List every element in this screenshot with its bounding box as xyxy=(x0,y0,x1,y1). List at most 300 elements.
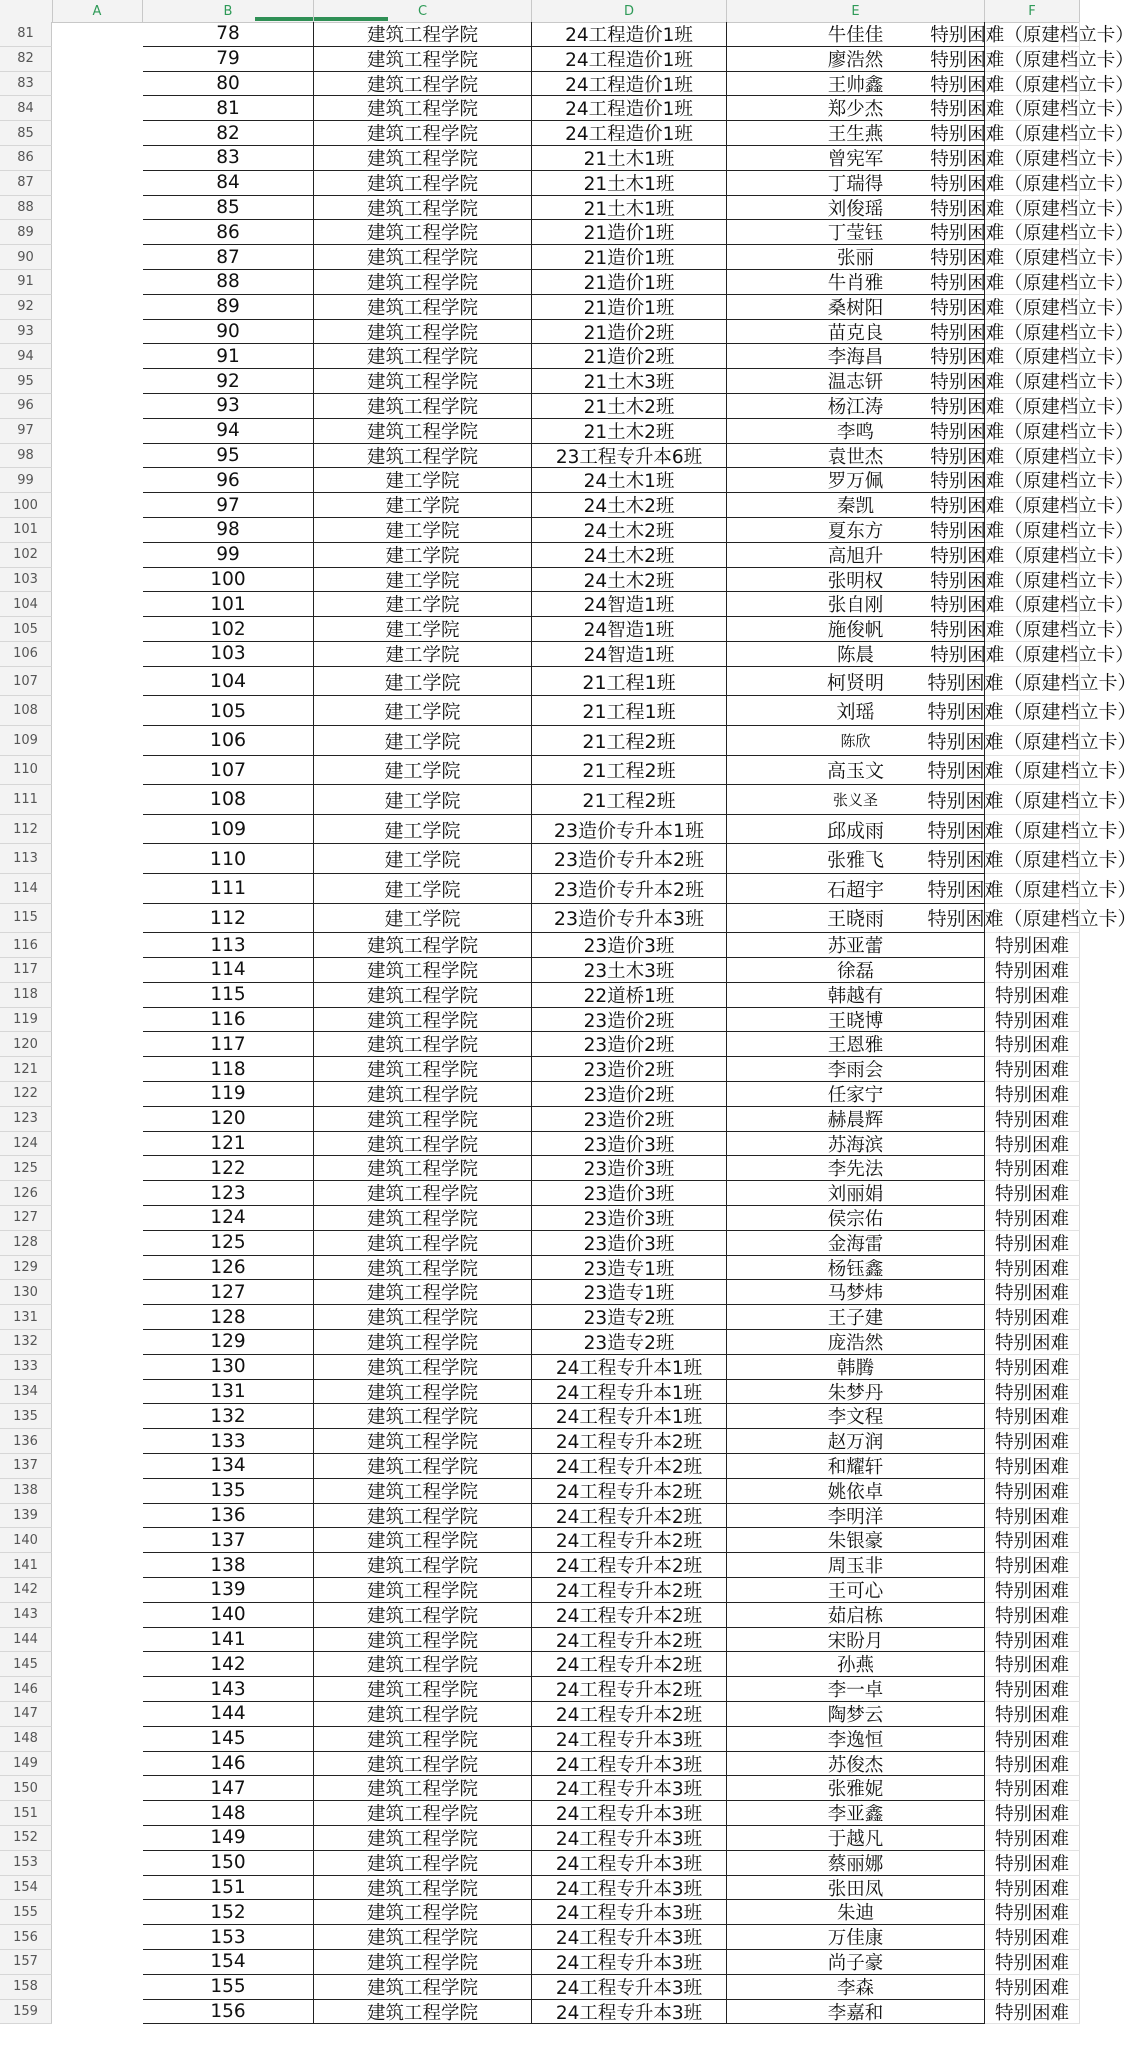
name-cell[interactable]: 李先法 xyxy=(727,1156,985,1181)
row-number[interactable]: 82 xyxy=(0,47,52,72)
seq-cell[interactable]: 154 xyxy=(143,1950,314,1975)
empty-cell-f[interactable] xyxy=(985,1132,1080,1157)
difficulty-cell[interactable]: 特别困难（原建档立卡） xyxy=(985,47,1080,72)
empty-cell-f[interactable] xyxy=(985,1280,1080,1305)
name-cell[interactable]: 姚依卓 xyxy=(727,1479,985,1504)
college-cell[interactable]: 建筑工程学院 xyxy=(314,22,532,47)
name-cell[interactable]: 桑树阳 xyxy=(727,295,985,320)
difficulty-cell[interactable]: 特别困难（原建档立卡） xyxy=(985,146,1080,171)
row-number[interactable]: 128 xyxy=(0,1231,52,1256)
seq-cell[interactable]: 109 xyxy=(143,815,314,845)
difficulty-cell[interactable]: 特别困难 xyxy=(985,1032,1080,1057)
column-header-a[interactable]: A xyxy=(52,0,143,22)
empty-cell-f[interactable] xyxy=(985,1603,1080,1628)
name-cell[interactable]: 张雅飞 xyxy=(727,844,985,874)
name-cell[interactable]: 李文程 xyxy=(727,1404,985,1429)
empty-cell-f[interactable] xyxy=(985,1628,1080,1653)
row-number[interactable]: 121 xyxy=(0,1057,52,1082)
row-number[interactable]: 127 xyxy=(0,1206,52,1231)
class-cell[interactable]: 21土木1班 xyxy=(532,196,727,221)
empty-cell-f[interactable] xyxy=(985,904,1080,934)
name-cell[interactable]: 陈欣 xyxy=(727,726,985,756)
name-cell[interactable]: 张自刚 xyxy=(727,592,985,617)
column-header-f[interactable]: F xyxy=(985,0,1080,22)
difficulty-cell[interactable]: 特别困难 xyxy=(985,1107,1080,1132)
college-cell[interactable]: 建筑工程学院 xyxy=(314,1305,532,1330)
college-cell[interactable]: 建筑工程学院 xyxy=(314,1231,532,1256)
name-cell[interactable]: 牛佳佳 xyxy=(727,22,985,47)
seq-cell[interactable]: 95 xyxy=(143,444,314,469)
row-number[interactable]: 115 xyxy=(0,904,52,934)
college-cell[interactable]: 建筑工程学院 xyxy=(314,1950,532,1975)
college-cell[interactable]: 建筑工程学院 xyxy=(314,146,532,171)
class-cell[interactable]: 24工程专升本2班 xyxy=(532,1702,727,1727)
difficulty-cell[interactable]: 特别困难（原建档立卡） xyxy=(985,468,1080,493)
row-number[interactable]: 110 xyxy=(0,756,52,786)
difficulty-cell[interactable]: 特别困难 xyxy=(985,1231,1080,1256)
college-cell[interactable]: 建筑工程学院 xyxy=(314,72,532,97)
row-number[interactable]: 147 xyxy=(0,1702,52,1727)
name-cell[interactable]: 丁莹钰 xyxy=(727,220,985,245)
difficulty-cell[interactable]: 特别困难（原建档立卡） xyxy=(985,72,1080,97)
difficulty-cell[interactable]: 特别困难 xyxy=(985,1380,1080,1405)
name-cell[interactable]: 陈晨 xyxy=(727,642,985,667)
difficulty-cell[interactable]: 特别困难 xyxy=(985,1776,1080,1801)
row-number[interactable]: 119 xyxy=(0,1008,52,1033)
class-cell[interactable]: 24工程专升本2班 xyxy=(532,1677,727,1702)
class-cell[interactable]: 24智造1班 xyxy=(532,642,727,667)
name-cell[interactable]: 袁世杰 xyxy=(727,444,985,469)
empty-cell-f[interactable] xyxy=(985,1677,1080,1702)
empty-cell-f[interactable] xyxy=(985,874,1080,904)
class-cell[interactable]: 24工程专升本3班 xyxy=(532,1826,727,1851)
row-number[interactable]: 130 xyxy=(0,1280,52,1305)
college-cell[interactable]: 建筑工程学院 xyxy=(314,1925,532,1950)
class-cell[interactable]: 23造价3班 xyxy=(532,1206,727,1231)
name-cell[interactable]: 刘丽娟 xyxy=(727,1181,985,1206)
class-cell[interactable]: 24工程专升本3班 xyxy=(532,1900,727,1925)
name-cell[interactable]: 王帅鑫 xyxy=(727,72,985,97)
name-cell[interactable]: 张田凤 xyxy=(727,1876,985,1901)
empty-cell-f[interactable] xyxy=(985,444,1080,469)
row-number[interactable]: 107 xyxy=(0,667,52,697)
empty-cell-f[interactable] xyxy=(985,1479,1080,1504)
college-cell[interactable]: 建筑工程学院 xyxy=(314,1528,532,1553)
class-cell[interactable]: 24土木2班 xyxy=(532,568,727,593)
row-number[interactable]: 122 xyxy=(0,1082,52,1107)
name-cell[interactable]: 丁瑞得 xyxy=(727,171,985,196)
row-number[interactable]: 148 xyxy=(0,1727,52,1752)
empty-cell-f[interactable] xyxy=(985,344,1080,369)
row-number[interactable]: 85 xyxy=(0,121,52,146)
row-number[interactable]: 144 xyxy=(0,1628,52,1653)
seq-cell[interactable]: 108 xyxy=(143,785,314,815)
college-cell[interactable]: 建筑工程学院 xyxy=(314,1578,532,1603)
name-cell[interactable]: 高玉文 xyxy=(727,756,985,786)
seq-cell[interactable]: 120 xyxy=(143,1107,314,1132)
row-number[interactable]: 108 xyxy=(0,696,52,726)
empty-cell-f[interactable] xyxy=(985,1256,1080,1281)
class-cell[interactable]: 21土木1班 xyxy=(532,171,727,196)
class-cell[interactable]: 23造价3班 xyxy=(532,933,727,958)
name-cell[interactable]: 庞浩然 xyxy=(727,1330,985,1355)
class-cell[interactable]: 21工程2班 xyxy=(532,756,727,786)
difficulty-cell[interactable]: 特别困难 xyxy=(985,1702,1080,1727)
empty-cell-f[interactable] xyxy=(985,1876,1080,1901)
name-cell[interactable]: 苏俊杰 xyxy=(727,1752,985,1777)
seq-cell[interactable]: 151 xyxy=(143,1876,314,1901)
seq-cell[interactable]: 143 xyxy=(143,1677,314,1702)
empty-cell-f[interactable] xyxy=(985,1826,1080,1851)
empty-cell-f[interactable] xyxy=(985,220,1080,245)
college-cell[interactable]: 建筑工程学院 xyxy=(314,47,532,72)
row-number[interactable]: 101 xyxy=(0,518,52,543)
college-cell[interactable]: 建筑工程学院 xyxy=(314,1479,532,1504)
name-cell[interactable]: 罗万佩 xyxy=(727,468,985,493)
seq-cell[interactable]: 97 xyxy=(143,493,314,518)
seq-cell[interactable]: 87 xyxy=(143,245,314,270)
college-cell[interactable]: 建筑工程学院 xyxy=(314,245,532,270)
row-number[interactable]: 91 xyxy=(0,270,52,295)
empty-cell-f[interactable] xyxy=(985,518,1080,543)
college-cell[interactable]: 建筑工程学院 xyxy=(314,1876,532,1901)
empty-cell-f[interactable] xyxy=(985,1776,1080,1801)
row-number[interactable]: 81 xyxy=(0,22,52,47)
class-cell[interactable]: 23造价3班 xyxy=(532,1231,727,1256)
seq-cell[interactable]: 94 xyxy=(143,419,314,444)
row-number[interactable]: 152 xyxy=(0,1826,52,1851)
class-cell[interactable]: 21土木3班 xyxy=(532,369,727,394)
row-number[interactable]: 97 xyxy=(0,419,52,444)
row-number[interactable]: 142 xyxy=(0,1578,52,1603)
name-cell[interactable]: 石超宇 xyxy=(727,874,985,904)
difficulty-cell[interactable]: 特别困难 xyxy=(985,1008,1080,1033)
name-cell[interactable]: 李鸣 xyxy=(727,419,985,444)
college-cell[interactable]: 建筑工程学院 xyxy=(314,1702,532,1727)
row-number[interactable]: 134 xyxy=(0,1380,52,1405)
row-number[interactable]: 105 xyxy=(0,617,52,642)
seq-cell[interactable]: 79 xyxy=(143,47,314,72)
empty-cell-f[interactable] xyxy=(985,1702,1080,1727)
difficulty-cell[interactable]: 特别困难 xyxy=(985,1280,1080,1305)
seq-cell[interactable]: 138 xyxy=(143,1553,314,1578)
row-number[interactable]: 146 xyxy=(0,1677,52,1702)
seq-cell[interactable]: 148 xyxy=(143,1801,314,1826)
seq-cell[interactable]: 103 xyxy=(143,642,314,667)
class-cell[interactable]: 23造价专升本2班 xyxy=(532,874,727,904)
row-number[interactable]: 98 xyxy=(0,444,52,469)
college-cell[interactable]: 建筑工程学院 xyxy=(314,196,532,221)
name-cell[interactable]: 金海雷 xyxy=(727,1231,985,1256)
row-number[interactable]: 157 xyxy=(0,1950,52,1975)
seq-cell[interactable]: 111 xyxy=(143,874,314,904)
class-cell[interactable]: 23造专1班 xyxy=(532,1256,727,1281)
class-cell[interactable]: 24工程专升本3班 xyxy=(532,1727,727,1752)
seq-cell[interactable]: 90 xyxy=(143,320,314,345)
class-cell[interactable]: 23造专2班 xyxy=(532,1305,727,1330)
college-cell[interactable]: 建筑工程学院 xyxy=(314,1181,532,1206)
seq-cell[interactable]: 92 xyxy=(143,369,314,394)
college-cell[interactable]: 建筑工程学院 xyxy=(314,958,532,983)
empty-cell-f[interactable] xyxy=(985,47,1080,72)
seq-cell[interactable]: 152 xyxy=(143,1900,314,1925)
college-cell[interactable]: 建筑工程学院 xyxy=(314,1727,532,1752)
difficulty-cell[interactable]: 特别困难（原建档立卡） xyxy=(985,592,1080,617)
name-cell[interactable]: 张雅妮 xyxy=(727,1776,985,1801)
empty-cell-f[interactable] xyxy=(985,1975,1080,2000)
row-number[interactable]: 112 xyxy=(0,815,52,845)
row-number[interactable]: 151 xyxy=(0,1801,52,1826)
name-cell[interactable]: 温志钘 xyxy=(727,369,985,394)
seq-cell[interactable]: 139 xyxy=(143,1578,314,1603)
name-cell[interactable]: 王可心 xyxy=(727,1578,985,1603)
difficulty-cell[interactable]: 特别困难（原建档立卡） xyxy=(985,726,1080,756)
row-number[interactable]: 111 xyxy=(0,785,52,815)
seq-cell[interactable]: 99 xyxy=(143,543,314,568)
class-cell[interactable]: 24土木2班 xyxy=(532,543,727,568)
seq-cell[interactable]: 107 xyxy=(143,756,314,786)
empty-cell-f[interactable] xyxy=(985,726,1080,756)
name-cell[interactable]: 任家宁 xyxy=(727,1082,985,1107)
empty-cell-f[interactable] xyxy=(985,493,1080,518)
empty-cell-f[interactable] xyxy=(985,1206,1080,1231)
empty-cell-f[interactable] xyxy=(985,756,1080,786)
row-number[interactable]: 133 xyxy=(0,1355,52,1380)
class-cell[interactable]: 24工程专升本3班 xyxy=(532,1851,727,1876)
college-cell[interactable]: 建筑工程学院 xyxy=(314,933,532,958)
difficulty-cell[interactable]: 特别困难 xyxy=(985,1206,1080,1231)
seq-cell[interactable]: 140 xyxy=(143,1603,314,1628)
name-cell[interactable]: 侯宗佑 xyxy=(727,1206,985,1231)
difficulty-cell[interactable]: 特别困难（原建档立卡） xyxy=(985,295,1080,320)
row-number[interactable]: 129 xyxy=(0,1256,52,1281)
row-number[interactable]: 99 xyxy=(0,468,52,493)
empty-cell-f[interactable] xyxy=(985,696,1080,726)
college-cell[interactable]: 建筑工程学院 xyxy=(314,320,532,345)
empty-cell-f[interactable] xyxy=(985,568,1080,593)
name-cell[interactable]: 于越凡 xyxy=(727,1826,985,1851)
difficulty-cell[interactable]: 特别困难（原建档立卡） xyxy=(985,617,1080,642)
seq-cell[interactable]: 81 xyxy=(143,96,314,121)
college-cell[interactable]: 建筑工程学院 xyxy=(314,1156,532,1181)
row-number[interactable]: 155 xyxy=(0,1900,52,1925)
name-cell[interactable]: 张明权 xyxy=(727,568,985,593)
row-number[interactable]: 102 xyxy=(0,543,52,568)
difficulty-cell[interactable]: 特别困难 xyxy=(985,1677,1080,1702)
difficulty-cell[interactable]: 特别困难 xyxy=(985,1355,1080,1380)
row-number[interactable]: 124 xyxy=(0,1132,52,1157)
name-cell[interactable]: 王晓雨 xyxy=(727,904,985,934)
row-number[interactable]: 90 xyxy=(0,245,52,270)
row-number[interactable]: 123 xyxy=(0,1107,52,1132)
college-cell[interactable]: 建筑工程学院 xyxy=(314,1652,532,1677)
difficulty-cell[interactable]: 特别困难 xyxy=(985,1057,1080,1082)
seq-cell[interactable]: 121 xyxy=(143,1132,314,1157)
class-cell[interactable]: 24工程专升本3班 xyxy=(532,1801,727,1826)
difficulty-cell[interactable]: 特别困难 xyxy=(985,958,1080,983)
seq-cell[interactable]: 106 xyxy=(143,726,314,756)
seq-cell[interactable]: 102 xyxy=(143,617,314,642)
class-cell[interactable]: 24工程专升本2班 xyxy=(532,1628,727,1653)
class-cell[interactable]: 24工程造价1班 xyxy=(532,121,727,146)
class-cell[interactable]: 24工程专升本2班 xyxy=(532,1553,727,1578)
class-cell[interactable]: 24工程专升本3班 xyxy=(532,1975,727,2000)
seq-cell[interactable]: 98 xyxy=(143,518,314,543)
seq-cell[interactable]: 115 xyxy=(143,983,314,1008)
seq-cell[interactable]: 113 xyxy=(143,933,314,958)
difficulty-cell[interactable]: 特别困难（原建档立卡） xyxy=(985,904,1080,934)
college-cell[interactable]: 建工学院 xyxy=(314,904,532,934)
college-cell[interactable]: 建筑工程学院 xyxy=(314,1603,532,1628)
difficulty-cell[interactable]: 特别困难 xyxy=(985,933,1080,958)
name-cell[interactable]: 孙燕 xyxy=(727,1652,985,1677)
difficulty-cell[interactable]: 特别困难（原建档立卡） xyxy=(985,667,1080,697)
empty-cell-f[interactable] xyxy=(985,1330,1080,1355)
name-cell[interactable]: 李一卓 xyxy=(727,1677,985,1702)
difficulty-cell[interactable]: 特别困难（原建档立卡） xyxy=(985,171,1080,196)
seq-cell[interactable]: 131 xyxy=(143,1380,314,1405)
college-cell[interactable]: 建筑工程学院 xyxy=(314,171,532,196)
row-number[interactable]: 136 xyxy=(0,1429,52,1454)
difficulty-cell[interactable]: 特别困难 xyxy=(985,1156,1080,1181)
seq-cell[interactable]: 104 xyxy=(143,667,314,697)
select-all-corner[interactable] xyxy=(0,0,53,22)
name-cell[interactable]: 苏亚蕾 xyxy=(727,933,985,958)
difficulty-cell[interactable]: 特别困难（原建档立卡） xyxy=(985,369,1080,394)
difficulty-cell[interactable]: 特别困难 xyxy=(985,1950,1080,1975)
college-cell[interactable]: 建筑工程学院 xyxy=(314,1008,532,1033)
class-cell[interactable]: 24土木2班 xyxy=(532,493,727,518)
college-cell[interactable]: 建筑工程学院 xyxy=(314,1429,532,1454)
class-cell[interactable]: 24工程造价1班 xyxy=(532,72,727,97)
empty-cell-f[interactable] xyxy=(985,1231,1080,1256)
college-cell[interactable]: 建工学院 xyxy=(314,815,532,845)
college-cell[interactable]: 建筑工程学院 xyxy=(314,394,532,419)
name-cell[interactable]: 柯贤明 xyxy=(727,667,985,697)
empty-cell-f[interactable] xyxy=(985,1553,1080,1578)
row-number[interactable]: 126 xyxy=(0,1181,52,1206)
difficulty-cell[interactable]: 特别困难 xyxy=(985,1330,1080,1355)
column-header-c[interactable]: C xyxy=(314,0,532,22)
empty-cell-f[interactable] xyxy=(985,1652,1080,1677)
row-number[interactable]: 103 xyxy=(0,568,52,593)
class-cell[interactable]: 23造价2班 xyxy=(532,1107,727,1132)
empty-cell-f[interactable] xyxy=(985,419,1080,444)
empty-cell-f[interactable] xyxy=(985,617,1080,642)
difficulty-cell[interactable]: 特别困难（原建档立卡） xyxy=(985,320,1080,345)
class-cell[interactable]: 21造价1班 xyxy=(532,245,727,270)
name-cell[interactable]: 徐磊 xyxy=(727,958,985,983)
college-cell[interactable]: 建筑工程学院 xyxy=(314,1553,532,1578)
name-cell[interactable]: 李亚鑫 xyxy=(727,1801,985,1826)
name-cell[interactable]: 李雨会 xyxy=(727,1057,985,1082)
row-number[interactable]: 135 xyxy=(0,1404,52,1429)
row-number[interactable]: 143 xyxy=(0,1603,52,1628)
difficulty-cell[interactable]: 特别困难 xyxy=(985,1181,1080,1206)
college-cell[interactable]: 建工学院 xyxy=(314,568,532,593)
empty-cell-f[interactable] xyxy=(985,1950,1080,1975)
difficulty-cell[interactable]: 特别困难 xyxy=(985,1132,1080,1157)
empty-cell-f[interactable] xyxy=(985,1107,1080,1132)
name-cell[interactable]: 张义圣 xyxy=(727,785,985,815)
seq-cell[interactable]: 149 xyxy=(143,1826,314,1851)
difficulty-cell[interactable]: 特别困难（原建档立卡） xyxy=(985,756,1080,786)
class-cell[interactable]: 24智造1班 xyxy=(532,617,727,642)
college-cell[interactable]: 建筑工程学院 xyxy=(314,270,532,295)
seq-cell[interactable]: 112 xyxy=(143,904,314,934)
difficulty-cell[interactable]: 特别困难 xyxy=(985,1479,1080,1504)
empty-cell-f[interactable] xyxy=(985,1727,1080,1752)
college-cell[interactable]: 建筑工程学院 xyxy=(314,1107,532,1132)
row-number[interactable]: 139 xyxy=(0,1504,52,1529)
column-header-e[interactable]: E xyxy=(727,0,985,22)
row-number[interactable]: 109 xyxy=(0,726,52,756)
row-number[interactable]: 153 xyxy=(0,1851,52,1876)
class-cell[interactable]: 23造专1班 xyxy=(532,1280,727,1305)
seq-cell[interactable]: 118 xyxy=(143,1057,314,1082)
college-cell[interactable]: 建筑工程学院 xyxy=(314,1975,532,2000)
class-cell[interactable]: 21造价1班 xyxy=(532,295,727,320)
empty-cell-f[interactable] xyxy=(985,2000,1080,2025)
class-cell[interactable]: 24工程造价1班 xyxy=(532,47,727,72)
class-cell[interactable]: 23工程专升本6班 xyxy=(532,444,727,469)
row-number[interactable]: 159 xyxy=(0,2000,52,2025)
difficulty-cell[interactable]: 特别困难（原建档立卡） xyxy=(985,270,1080,295)
college-cell[interactable]: 建筑工程学院 xyxy=(314,1851,532,1876)
empty-cell-f[interactable] xyxy=(985,468,1080,493)
college-cell[interactable]: 建筑工程学院 xyxy=(314,1132,532,1157)
row-number[interactable]: 86 xyxy=(0,146,52,171)
column-header-d[interactable]: D xyxy=(532,0,727,22)
name-cell[interactable]: 王生燕 xyxy=(727,121,985,146)
empty-cell-f[interactable] xyxy=(985,543,1080,568)
seq-cell[interactable]: 132 xyxy=(143,1404,314,1429)
class-cell[interactable]: 24工程造价1班 xyxy=(532,96,727,121)
difficulty-cell[interactable]: 特别困难 xyxy=(985,1528,1080,1553)
class-cell[interactable]: 24工程专升本2班 xyxy=(532,1479,727,1504)
college-cell[interactable]: 建筑工程学院 xyxy=(314,1776,532,1801)
name-cell[interactable]: 李嘉和 xyxy=(727,2000,985,2025)
name-cell[interactable]: 苗克良 xyxy=(727,320,985,345)
row-number[interactable]: 120 xyxy=(0,1032,52,1057)
name-cell[interactable]: 王晓博 xyxy=(727,1008,985,1033)
college-cell[interactable]: 建筑工程学院 xyxy=(314,121,532,146)
college-cell[interactable]: 建筑工程学院 xyxy=(314,1454,532,1479)
name-cell[interactable]: 王恩雅 xyxy=(727,1032,985,1057)
name-cell[interactable]: 杨钰鑫 xyxy=(727,1256,985,1281)
empty-cell-f[interactable] xyxy=(985,1082,1080,1107)
difficulty-cell[interactable]: 特别困难 xyxy=(985,1801,1080,1826)
name-cell[interactable]: 曾宪军 xyxy=(727,146,985,171)
name-cell[interactable]: 李明洋 xyxy=(727,1504,985,1529)
seq-cell[interactable]: 150 xyxy=(143,1851,314,1876)
row-number[interactable]: 137 xyxy=(0,1454,52,1479)
difficulty-cell[interactable]: 特别困难 xyxy=(985,1603,1080,1628)
college-cell[interactable]: 建筑工程学院 xyxy=(314,344,532,369)
row-number[interactable]: 113 xyxy=(0,844,52,874)
difficulty-cell[interactable]: 特别困难 xyxy=(985,1925,1080,1950)
class-cell[interactable]: 24工程专升本3班 xyxy=(532,1876,727,1901)
college-cell[interactable]: 建工学院 xyxy=(314,642,532,667)
row-number[interactable]: 140 xyxy=(0,1528,52,1553)
empty-cell-f[interactable] xyxy=(985,270,1080,295)
name-cell[interactable]: 宋盼月 xyxy=(727,1628,985,1653)
empty-cell-f[interactable] xyxy=(985,22,1080,47)
difficulty-cell[interactable]: 特别困难 xyxy=(985,1429,1080,1454)
seq-cell[interactable]: 91 xyxy=(143,344,314,369)
difficulty-cell[interactable]: 特别困难（原建档立卡） xyxy=(985,444,1080,469)
empty-cell-f[interactable] xyxy=(985,394,1080,419)
